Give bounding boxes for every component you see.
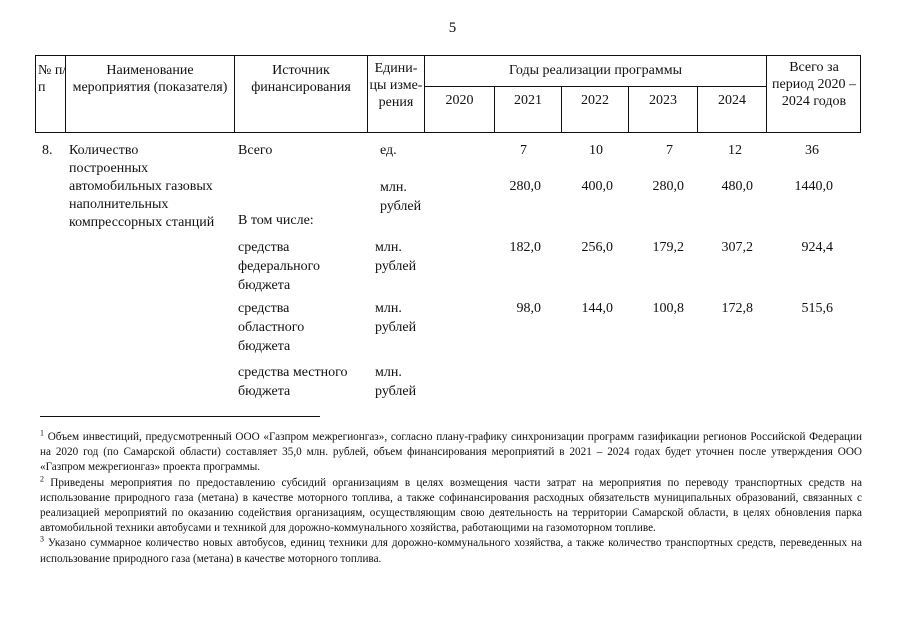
unit-cell: млн. рублей [375,240,417,274]
value-total: 1440,0 [794,179,833,194]
value-2023: 7 [666,143,673,158]
value-2021: 280,0 [509,179,541,194]
value-2021: 182,0 [509,240,541,255]
header-years-group: Годы реализации программы [509,63,682,78]
value-2023: 280,0 [652,179,684,194]
row-name-line: наполнительных [69,197,169,212]
value-2023: 179,2 [652,240,684,255]
row-name-line: компрессорных станций [69,215,215,230]
row-name-line: Количество [69,143,139,158]
header-no: № п/п [38,63,67,95]
footnote-2: $^2$ Приведены мероприятия по предоставлению субсидий организациям в целях возмещения части затрат на мероприятия по переводу транспортных средств на использование природного газа (метана) в качестве моторного топлива, а также софинансирования расходных обязательств муниципальных образований, связанных с реализацией мероприятий по оказанию содействия организациям, осуществляющим свою деятельность на территории Самарской области, в целях обновления парка автомобильной техники автобусами и техникой для дорожно-коммунального хозяйства, работающими на газомоторном топливе. [40,473,862,535]
value-2022: 256,0 [581,240,613,255]
source-cell: средства областного бюджета [238,301,305,354]
unit-cell: ед. [380,143,397,158]
value-2023: 100,8 [652,301,684,316]
source-cell: В том числе: [238,213,314,228]
value-2021: 98,0 [516,301,541,316]
page-number: 5 [448,20,457,36]
value-total: 924,4 [801,240,833,255]
value-total: 36 [805,143,819,158]
header-year-2022: 2022 [581,93,609,108]
footnote-1: $^1$ Объем инвестиций, предусмотренный ООО «Газпром межрегионгаз», согласно плану-графику синхронизации программ газификации регионов Российской Федерации на 2020 год (по Самарской области) составляет 35,0 млн. рублей, объем финансирования мероприятий в 2021 – 2024 годах будет уточнен после утверждения ООО «Газпром межрегионгаз» проекта программы. [40,428,862,474]
footnote-separator [40,416,320,417]
value-2021: 7 [520,143,527,158]
value-2024: 480,0 [721,179,753,194]
header-name: Наименование мероприятия (показателя) [72,63,228,95]
header-year-2020: 2020 [445,93,474,108]
row-name-line: построенных [69,161,149,176]
source-cell: средства местного бюджета [238,365,348,399]
table-header [35,55,861,133]
row-name-line: автомобильных газовых [69,179,213,194]
source-cell: средства федерального бюджета [238,240,321,293]
value-2024: 12 [728,143,742,158]
source-cell: Всего [238,143,273,158]
value-2022: 400,0 [581,179,613,194]
header-year-2023: 2023 [649,93,677,108]
value-2024: 307,2 [721,240,753,255]
unit-cell: млн. рублей [380,180,422,214]
footnote-3: $^3$ Указано суммарное количество новых автобусов, единиц техники для дорожно-коммунального хозяйства, а также количество транспортных средств, переведенных на использование природного газа (метана) в качестве моторного топлива. [40,534,862,565]
header-source: Источник финансирования [251,63,351,95]
unit-cell: млн. рублей [375,365,417,399]
value-2024: 172,8 [721,301,753,316]
header-year-2021: 2021 [514,93,542,108]
unit-cell: млн. рублей [375,301,417,335]
header-year-2024: 2024 [718,93,746,108]
footnotes [40,430,862,567]
value-2022: 144,0 [581,301,613,316]
header-total: Всего за период 2020 – 2024 годов [772,60,856,109]
header-unit: Едини-цы изме-рения [369,61,423,110]
row-number: 8. [42,143,53,158]
value-total: 515,6 [801,301,833,316]
value-2022: 10 [589,143,603,158]
